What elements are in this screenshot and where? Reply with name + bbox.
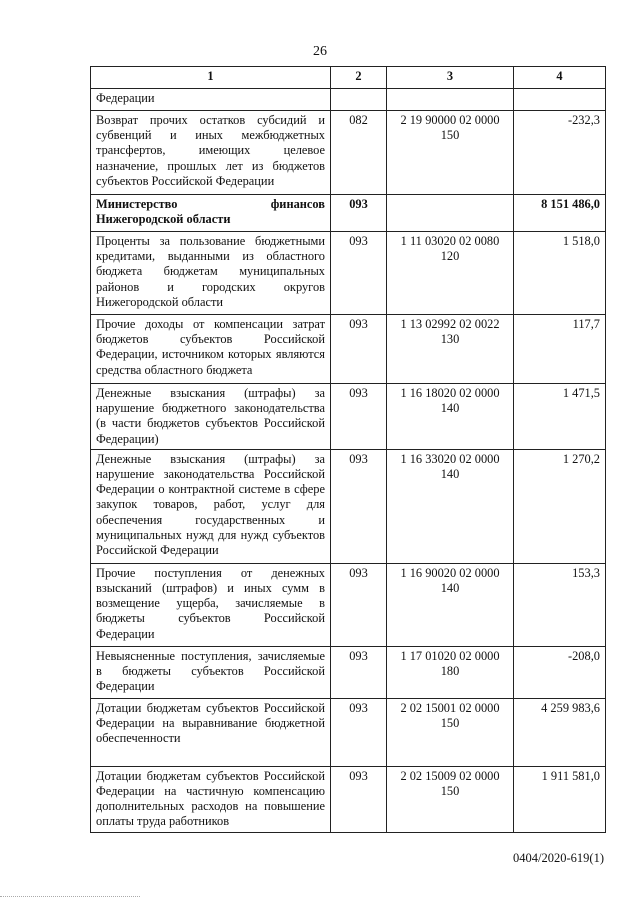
page-number: 26: [313, 44, 327, 59]
row-name: Денежные взыскания (штрафы) за нарушение бюджетного законодательства (в части бюджетов субъектов Российской Федерации): [91, 384, 331, 450]
row-name: Прочие доходы от компенсации затрат бюджетов субъектов Российской Федерации, источником которых являются средства областного бюджета: [91, 315, 331, 384]
ministry-name: Министерство финансов Нижегородской области: [91, 195, 331, 232]
row-admin-code: 093: [331, 315, 387, 384]
row-amount: 1 270,2: [514, 449, 606, 563]
row-name: Прочие поступления от денежных взысканий (штрафов) и иных сумм в возмещение ущерба, зачисляемые в бюджеты субъектов Российской Федерации: [91, 563, 331, 646]
row-admin-code: 093: [331, 646, 387, 698]
row-admin-code: 093: [331, 232, 387, 315]
row-budget-code: 2 02 15009 02 0000 150: [387, 766, 514, 832]
row-amount: -208,0: [514, 646, 606, 698]
row-budget-code: 1 13 02992 02 0022 130: [387, 315, 514, 384]
row-admin-code: 093: [331, 449, 387, 563]
row-budget-code: 2 02 15001 02 0000 150: [387, 698, 514, 766]
row-name: Невыясненные поступления, зачисляемые в бюджеты субъектов Российской Федерации: [91, 646, 331, 698]
column-header-2: 2: [331, 67, 387, 89]
table-row: [91, 766, 606, 832]
table-row-ministry: [91, 195, 606, 232]
table-row: [91, 698, 606, 766]
table-row: [91, 646, 606, 698]
row-name: Федерации: [91, 89, 331, 111]
row-amount: 153,3: [514, 563, 606, 646]
row-budget-code: 1 16 33020 02 0000 140: [387, 449, 514, 563]
row-budget-code: [387, 89, 514, 111]
row-admin-code: 093: [331, 563, 387, 646]
column-header-3: 3: [387, 67, 514, 89]
table-row: [91, 563, 606, 646]
table-row: [91, 89, 606, 111]
row-name: Проценты за пользование бюджетными кредитами, выданными из областного бюджета бюджетам муниципальных районов и городских округов Нижегородской области: [91, 232, 331, 315]
table-row: [91, 111, 606, 195]
document-registration-code: 0404/2020-619(1): [513, 851, 604, 865]
row-amount: 117,7: [514, 315, 606, 384]
ministry-total-amount: 8 151 486,0: [514, 195, 606, 232]
row-amount: -232,3: [514, 111, 606, 195]
ministry-budget-code: [387, 195, 514, 232]
row-admin-code: [331, 89, 387, 111]
row-amount: [514, 89, 606, 111]
row-amount: 1 471,5: [514, 384, 606, 450]
row-budget-code: 1 16 90020 02 0000 140: [387, 563, 514, 646]
row-budget-code: 1 17 01020 02 0000 180: [387, 646, 514, 698]
row-name: Дотации бюджетам субъектов Российской Федерации на частичную компенсацию дополнительных расходов на повышение оплаты труда работников: [91, 766, 331, 832]
row-budget-code: 1 16 18020 02 0000 140: [387, 384, 514, 450]
row-amount: 1 911 581,0: [514, 766, 606, 832]
column-header-1: 1: [91, 67, 331, 89]
row-admin-code: 093: [331, 384, 387, 450]
table-row: [91, 315, 606, 384]
table-header-row: [91, 67, 606, 89]
budget-revenue-table: [90, 66, 606, 833]
row-name: Дотации бюджетам субъектов Российской Федерации на выравнивание бюджетной обеспеченности: [91, 698, 331, 766]
row-admin-code: 093: [331, 766, 387, 832]
row-budget-code: 2 19 90000 02 0000 150: [387, 111, 514, 195]
row-admin-code: 082: [331, 111, 387, 195]
row-budget-code: 1 11 03020 02 0080 120: [387, 232, 514, 315]
scan-edge-divider: [0, 896, 140, 898]
row-admin-code: 093: [331, 698, 387, 766]
column-header-4: 4: [514, 67, 606, 89]
table-row: [91, 232, 606, 315]
row-name: Возврат прочих остатков субсидий и субвенций и иных межбюджетных трансфертов, имеющих целевое назначение, прошлых лет из бюджетов субъектов Российской Федерации: [91, 111, 331, 195]
row-amount: 1 518,0: [514, 232, 606, 315]
table-row: [91, 449, 606, 563]
row-amount: 4 259 983,6: [514, 698, 606, 766]
row-name: Денежные взыскания (штрафы) за нарушение законодательства Российской Федерации о контрактной системе в сфере закупок товаров, работ, услуг для обеспечения государственных и муниципальных нужд для нужд субъектов Российской Федерации: [91, 449, 331, 563]
ministry-admin-code: 093: [331, 195, 387, 232]
table-row: [91, 384, 606, 450]
